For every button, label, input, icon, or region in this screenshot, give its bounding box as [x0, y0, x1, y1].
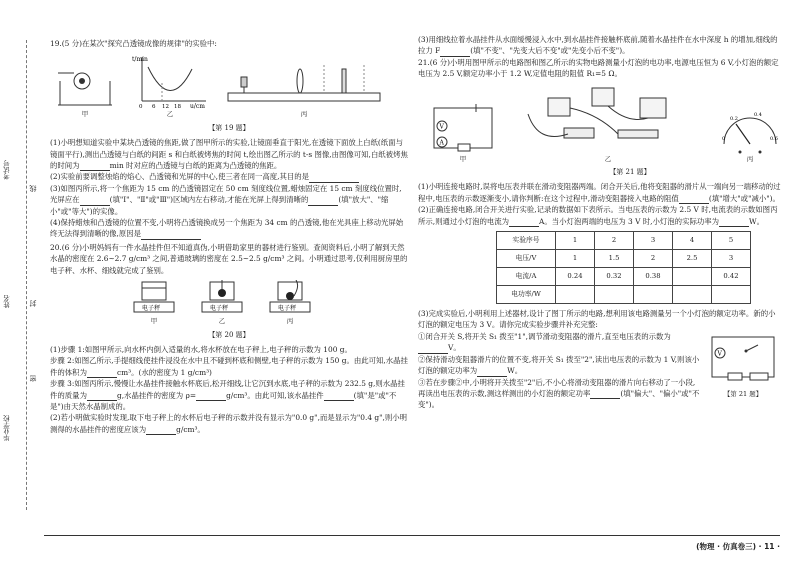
answer-blank[interactable]: [87, 392, 117, 401]
table-row: [497, 268, 751, 286]
answer-blank[interactable]: [196, 392, 226, 401]
q19-part3: (3)如图丙所示,将一个焦距为 15 cm 的凸透镜固定在 50 cm 刻度线位置,蜡烛固定在 15 cm 刻度线位置时,光屏应在 (填"Ⅰ"、"Ⅱ"或"Ⅲ")区域内左右移动,才能在光屏上得到清晰的 (填"放大"、"缩小"或"等大")的实像。: [50, 183, 402, 216]
answer-blank[interactable]: [719, 218, 749, 227]
answer-blank[interactable]: [146, 426, 176, 435]
table-header-cell: 3: [634, 232, 673, 250]
exam-number-label: 考试号: [3, 160, 11, 180]
q21-step-list: [418, 331, 700, 411]
q21-part3-steps: [418, 331, 782, 411]
q19-fig-jia: [54, 59, 116, 120]
binding-line: [26, 40, 27, 510]
q21-fig-ding-caption: 【第 21 题】: [723, 389, 763, 398]
q21-fig-bing: [718, 102, 782, 165]
q20-fig-yi: [198, 280, 246, 327]
table-header-cell: 实验序号: [497, 232, 556, 250]
q19-graph-tick: 6: [152, 104, 156, 110]
q19-intro: 19.(5 分)在某次"探究凸透镜成像的规律"的实验中:: [50, 39, 217, 48]
table-cell: 2: [634, 250, 673, 268]
answer-blank[interactable]: [308, 197, 338, 206]
name-label: 姓名: [3, 295, 11, 308]
answer-blank[interactable]: [679, 195, 709, 204]
table-cell: 电压/V: [497, 250, 556, 268]
table-cell: 0.24: [556, 268, 595, 286]
q21-part1: (1)小明连接电路时,误将电压表并联在滑动变阻器两端。闭合开关后,他将变阻器的滑片从一端向另一端移动的过程中,电压表的示数逐渐变小,请你判断:在这个过程中,滑动变阻器接入电路的阻值 (填"增大"或"减小")。: [418, 182, 781, 203]
svg-text:V: V: [717, 350, 722, 358]
q19-fig-yi-label: 乙: [166, 110, 174, 119]
q19-fig-bing-label: 丙: [300, 110, 308, 119]
meter-tick: 0.2: [730, 115, 738, 122]
q20-part2: (2)若小明做实验时发现,取下电子秤上的水杯后电子秤的示数并没有显示为"0.0 g",而是显示为"0.4 g",则小明测得的水晶挂件的密度应该为 g/cm³。: [50, 413, 408, 434]
q20-caption: 【第 20 题】: [208, 330, 250, 339]
meter-tick: 0.4: [754, 111, 762, 118]
scale-label: 电子秤: [210, 305, 229, 313]
q21-fig-bing-label: 丙: [746, 154, 754, 163]
q20-figures: [130, 280, 408, 327]
table-cell: 0.38: [634, 268, 673, 286]
answer-blank[interactable]: [80, 197, 110, 206]
q20-fig-yi-label: 乙: [218, 317, 226, 326]
footer-rule: [44, 535, 780, 536]
table-cell: 1.5: [595, 250, 634, 268]
q20-fig-bing: [266, 280, 314, 327]
answer-blank[interactable]: [509, 218, 539, 227]
table-cell[interactable]: [673, 268, 712, 286]
q20-fig-jia-label: 甲: [150, 317, 158, 326]
q19-fig-yi: [130, 53, 210, 120]
q19-caption: 【第 19 题】: [208, 123, 250, 132]
q19-graph-ylabel: t/min: [132, 56, 148, 64]
table-cell: 0.32: [595, 268, 634, 286]
q19-graph-tick: 12: [162, 104, 169, 110]
q21-fig-yi-label: 乙: [604, 154, 612, 163]
q20-part1-step3: 步骤 3:如图丙所示,慢慢让水晶挂件接触水杯底后,松开细线,让它沉到水底,电子秤的示数为 232.5 g,则水晶挂件的质量为 g,水晶挂件的密度为 ρ= g/cm³。由此可知,该水晶挂件 (填"是"或"不是")由天然水晶制成的。: [50, 379, 405, 411]
q19-fig-jia-label: 甲: [81, 110, 89, 119]
q21-figures: [428, 84, 782, 165]
table-cell[interactable]: [634, 286, 673, 304]
q19-graph-tick: 18: [174, 104, 181, 110]
table-header-row: [497, 232, 751, 250]
school-label: 毕业学校: [3, 415, 11, 441]
q20-part1-step2: 步骤 2:如图乙所示,手提细线使挂件浸没在水中且不碰到杯底和侧壁,电子秤的示数为 150 g。由此可知,水晶挂件的体积为 cm³。(水的密度为 1 g/cm³): [50, 356, 408, 377]
table-cell: 电功率/W: [497, 286, 556, 304]
answer-blank[interactable]: [309, 174, 359, 183]
svg-text:V: V: [439, 123, 444, 131]
q21-step2: ②保持滑动变阻器滑片的位置不变,将开关 S₁ 拨至"2",读出电压表的示数为 1 V,则该小灯泡的额定功率为 W。: [418, 354, 700, 376]
q21-data-table: [496, 231, 751, 304]
q21-fig-yi: [508, 84, 708, 165]
table-header-cell: 2: [595, 232, 634, 250]
table-cell[interactable]: [595, 286, 634, 304]
q21-caption: 【第 21 题】: [609, 168, 651, 177]
answer-blank[interactable]: [477, 368, 507, 377]
right-column: [418, 34, 782, 411]
table-cell: 1: [556, 250, 595, 268]
q21-part2: (2)正确连接电路,闭合开关进行实验,记录的数据如下表所示。当电压表的示数为 2.5 V 时,电流表的示数如图丙所示,则通过小灯泡的电流为 A。当小灯泡两端的电压为 3 V 时,小灯泡的实际功率为 W。: [418, 205, 778, 226]
q19-part2: (2)实验前要调整烛焰的焰心、凸透镜和光屏的中心,使三者在同一高度,其目的是: [50, 171, 408, 182]
answer-blank[interactable]: [80, 162, 110, 171]
answer-blank[interactable]: [87, 369, 117, 378]
q20-fig-bing-label: 丙: [286, 317, 294, 326]
table-header-cell: 4: [673, 232, 712, 250]
answer-blank[interactable]: [440, 48, 470, 57]
meter-tick: 0: [722, 135, 726, 142]
q20-part3: (3)用细线拉着水晶挂件从水面缓慢浸入水中,到水晶挂件接触杯底前,随着水晶挂件在水中深度 h 的增加,细线的拉力 F (填"不变"、"先变大后不变"或"先变小后不变")。: [418, 35, 778, 56]
table-row: [497, 286, 751, 304]
seal-mark-feng: 封: [29, 300, 37, 307]
table-header-cell: 1: [556, 232, 595, 250]
table-cell: 0.42: [712, 268, 751, 286]
answer-blank[interactable]: [324, 392, 354, 401]
q19-graph-xlabel: u/cm: [190, 103, 205, 110]
table-cell[interactable]: [712, 286, 751, 304]
binding-margin: [0, 0, 44, 566]
q21-fig-ding: [706, 331, 780, 411]
q21-fig-jia-label: 甲: [459, 154, 467, 163]
answer-blank[interactable]: [590, 390, 620, 399]
scale-label: 电子秤: [142, 305, 161, 313]
table-cell[interactable]: [673, 286, 712, 304]
page-footer: (物理 · 仿真卷三) · 11 ·: [696, 542, 780, 551]
table-cell: 电流/A: [497, 268, 556, 286]
q21-intro: 21.(6 分)小明用图甲所示的电路图和图乙所示的实物电路测量小灯泡的电功率,电源电压恒为 6 V,小灯泡的额定电压为 2.5 V,额定功率小于 1.2 W,定值电阻的阻值 R₁=5 Ω。: [418, 57, 779, 79]
q20-part1-step1: (1)步骤 1:如图甲所示,向水杯内倒入适量的水,将水杯放在电子秤上,电子秤的示数为 100 g。: [50, 344, 352, 354]
q21-fig-jia: [428, 102, 498, 165]
svg-text:A: A: [439, 139, 444, 147]
table-cell: 2.5: [673, 250, 712, 268]
scale-label: 电子秤: [278, 305, 297, 313]
q21-step3: ③若在步骤②中,小明将开关拨至"2"后,不小心将滑动变阻器的滑片向右移动了一小段,再读出电压表的示数,测这样测出的小灯泡的额定功率 (填"偏大"、"偏小"或"不变")。: [418, 377, 700, 410]
seal-mark-mi: 密: [29, 375, 37, 382]
meter-tick: 0.6: [770, 135, 778, 142]
q20-fig-jia: [130, 280, 178, 327]
q19-figures: [54, 53, 408, 120]
q19-part1: (1)小明想知道实验中某块凸透镜的焦距,做了图甲所示的实验,让镜面垂直于阳光,在透镜下面放上白纸(纸面与镜面平行),测出凸透镜与白纸的间距 s 和白纸被烤焦的时间 t,绘出图乙所示的 t-s 图像,由图像可知,白纸被烤焦的时间为 min 时对应的凸透镜与白纸的距离为凸透镜的焦距。: [50, 138, 408, 171]
answer-blank[interactable]: [418, 345, 448, 354]
answer-blank[interactable]: [141, 231, 201, 240]
q21-step1: ①闭合开关 S,将开关 S₁ 拨至"1",调节滑动变阻器的滑片,直至电压表的示数为V。: [418, 331, 671, 353]
table-header-cell: 5: [712, 232, 751, 250]
seal-mark-xian: 线: [29, 185, 37, 192]
q21-part3: (3)完成实验后,小明利用上述器材,设计了图丁所示的电路,想利用该电路测量另一个小灯泡的额定功率。新的小灯泡的额定电压为 3 V。请你完成实验步骤并补充完整:: [418, 309, 776, 330]
table-cell: 3: [712, 250, 751, 268]
q19-graph-tick: 0: [139, 104, 143, 110]
q20-intro: 20.(6 分)小明妈妈有一件水晶挂件但不知道真伪,小明借助家里的器材进行鉴别。查阅资料后,小明了解到天然水晶的密度在 2.6~2.7 g/cm³ 之间,普通玻璃的密度在 2.5~2.5 g/cm³ 之间。小明通过思考,仅利用厨房里的电子秤、水杯、细线就完成了鉴别。: [50, 242, 408, 275]
left-column: [50, 38, 408, 435]
table-cell[interactable]: [556, 286, 595, 304]
q19-part4: (4)保持蜡烛和凸透镜的位置不变,小明将凸透镜换成另一个焦距为 34 cm 的凸透镜,他在光具座上移动光屏始终无法得到清晰的像,原因是: [50, 218, 404, 239]
q19-fig-bing: [224, 59, 384, 120]
table-row: [497, 250, 751, 268]
